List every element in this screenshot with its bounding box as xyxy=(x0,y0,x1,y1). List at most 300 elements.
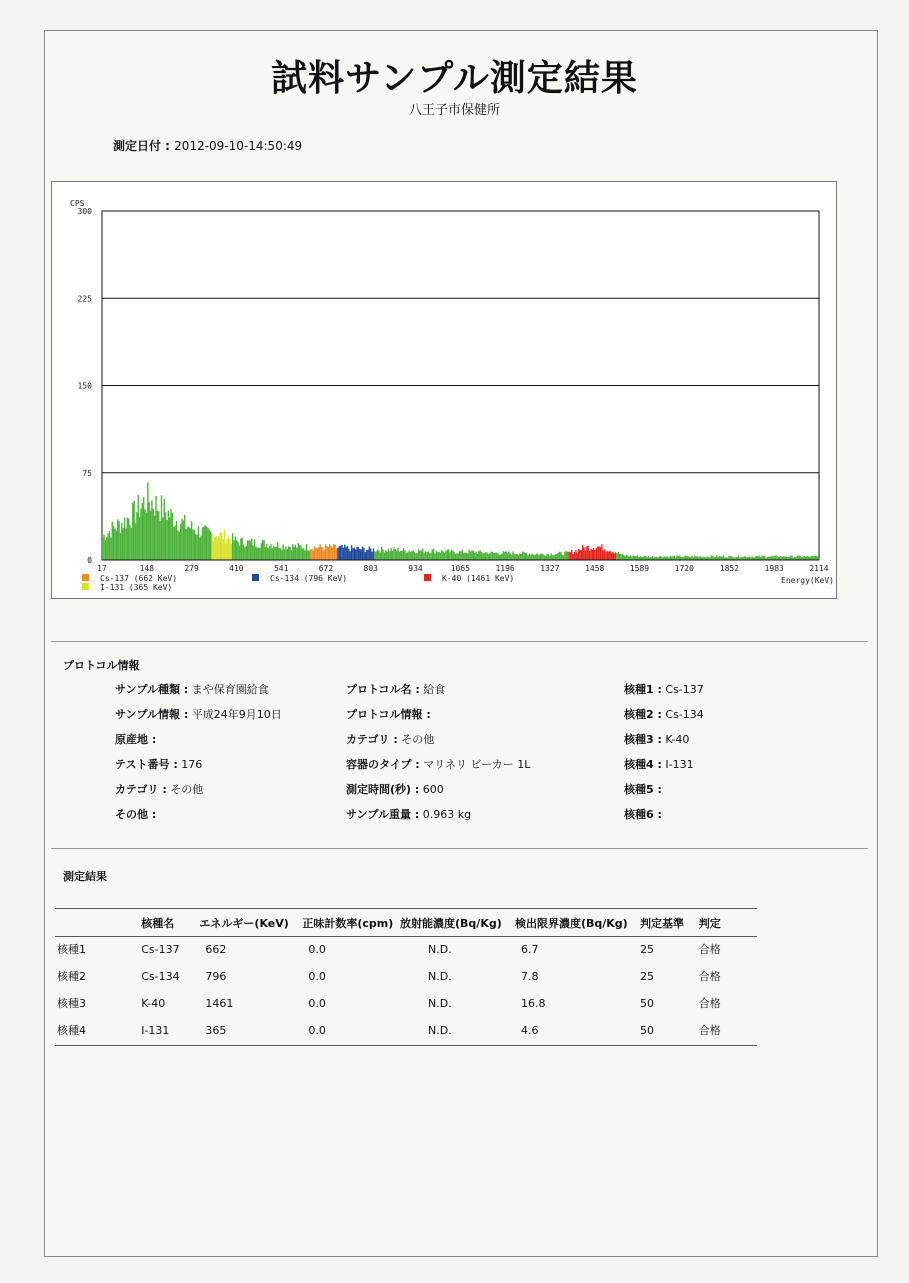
spectrum-bar xyxy=(629,556,630,560)
spectrum-bar xyxy=(637,555,638,560)
spectrum-bar xyxy=(479,550,480,560)
spectrum-bar xyxy=(125,528,126,560)
spectrum-bar xyxy=(414,552,415,560)
table-cell: 核種3 xyxy=(57,997,86,1010)
spectrum-bar xyxy=(790,556,791,560)
spectrum-bar xyxy=(143,497,144,560)
spectrum-bar xyxy=(366,550,367,560)
spectrum-bar xyxy=(609,551,610,560)
spectrum-bar xyxy=(198,526,199,560)
spectrum-bar xyxy=(510,553,511,560)
spectrum-bar xyxy=(147,482,148,560)
spectrum-bar xyxy=(761,556,762,560)
spectrum-bar xyxy=(211,533,212,560)
spectrum-bar xyxy=(220,533,221,560)
spectrum-bar xyxy=(272,548,273,560)
spectrum-bar xyxy=(384,552,385,560)
table-cell: 合格 xyxy=(698,997,721,1010)
protocol-field-value: マリネリ ビーカー 1L xyxy=(423,758,531,771)
x-tick-label: 1458 xyxy=(585,564,605,573)
spectrum-bar xyxy=(388,549,389,560)
spectrum-bar xyxy=(757,556,758,560)
spectrum-bar xyxy=(627,556,628,560)
spectrum-bar xyxy=(179,532,180,560)
spectrum-bar xyxy=(542,554,543,560)
results-column-header: 検出限界濃度(Bq/Kg) xyxy=(513,909,638,937)
spectrum-bar xyxy=(417,553,418,560)
spectrum-bar xyxy=(597,547,598,560)
spectrum-bar xyxy=(780,556,781,560)
spectrum-bar xyxy=(207,528,208,560)
spectrum-bar xyxy=(808,556,809,560)
spectrum-bar xyxy=(228,536,229,560)
spectrum-bar xyxy=(555,554,556,560)
spectrum-bar xyxy=(123,528,124,560)
spectrum-bar xyxy=(600,547,601,560)
results-column-header: 判定 xyxy=(697,909,757,937)
x-tick-label: 672 xyxy=(318,564,334,573)
protocol-field-key: 核種1 : xyxy=(624,683,662,696)
spectrum-bar xyxy=(337,548,338,560)
spectrum-bar xyxy=(408,551,409,560)
spectrum-bar xyxy=(560,552,561,560)
spectrum-bar xyxy=(239,546,240,560)
spectrum-bar xyxy=(307,550,308,560)
protocol-field-key: プロトコル情報 : xyxy=(346,708,431,721)
table-cell: N.D. xyxy=(428,969,452,983)
spectrum-bar xyxy=(411,551,412,560)
spectrum-bar xyxy=(172,513,173,560)
spectrum-bar xyxy=(262,540,263,560)
spectrum-bar xyxy=(702,557,703,560)
spectrum-bar xyxy=(314,546,315,560)
spectrum-bar xyxy=(521,554,522,560)
spectrum-bar xyxy=(188,527,189,560)
spectrum-bar xyxy=(630,555,631,560)
spectrum-bar xyxy=(791,556,792,560)
spectrum-bar xyxy=(593,548,594,560)
table-cell: N.D. xyxy=(428,996,452,1010)
legend-label: I-131 (365 KeV) xyxy=(100,583,173,592)
spectrum-bar xyxy=(505,551,506,560)
spectrum-bar xyxy=(526,553,527,560)
spectrum-bar xyxy=(102,537,103,560)
spectrum-bar xyxy=(816,556,817,560)
spectrum-bar xyxy=(460,551,461,560)
spectrum-bar xyxy=(360,549,361,560)
table-cell: 合格 xyxy=(698,943,721,956)
x-tick-label: 1327 xyxy=(540,564,560,573)
legend-label: K-40 (1461 KeV) xyxy=(442,574,515,583)
table-cell: 0.0 xyxy=(308,969,326,983)
spectrum-bar xyxy=(533,555,534,560)
spectrum-bar xyxy=(367,550,368,560)
spectrum-bar xyxy=(467,554,468,560)
protocol-field xyxy=(624,756,694,772)
spectrum-bar xyxy=(151,500,152,560)
spectrum-bar xyxy=(817,556,818,560)
spectrum-bar xyxy=(128,518,129,560)
spectrum-bar xyxy=(139,517,140,560)
protocol-field xyxy=(624,706,704,722)
spectrum-bar xyxy=(164,499,165,560)
table-cell: 核種4 xyxy=(55,1018,139,1046)
spectrum-bar xyxy=(153,509,154,560)
spectrum-bar xyxy=(604,549,605,560)
spectrum-bar xyxy=(386,552,387,560)
spectrum-bar xyxy=(235,536,236,560)
spectrum-bar xyxy=(514,554,515,560)
protocol-field xyxy=(115,781,203,797)
spectrum-bar xyxy=(326,546,327,560)
spectrum-bar xyxy=(488,554,489,560)
spectrum-bar xyxy=(585,550,586,560)
protocol-field xyxy=(115,681,269,697)
spectrum-bar xyxy=(567,552,568,560)
spectrum-bar xyxy=(804,556,805,560)
y-tick-label: 150 xyxy=(77,381,92,391)
spectrum-bar xyxy=(507,553,508,560)
spectrum-bar xyxy=(396,550,397,560)
spectrum-bar xyxy=(570,552,571,560)
spectrum-bar xyxy=(438,552,439,560)
spectrum-bar xyxy=(589,551,590,560)
spectrum-bar xyxy=(428,551,429,560)
spectrum-bar xyxy=(660,556,661,560)
spectrum-bar xyxy=(181,519,182,560)
spectrum-bar xyxy=(633,556,634,560)
spectrum-bar xyxy=(206,526,207,560)
spectrum-bar xyxy=(315,548,316,560)
spectrum-bar xyxy=(110,538,111,560)
spectrum-bar xyxy=(149,502,150,560)
spectrum-bar xyxy=(696,556,697,560)
x-tick-label: 803 xyxy=(363,564,378,573)
spectrum-bar xyxy=(397,548,398,560)
spectrum-bar xyxy=(154,516,155,560)
x-tick-label: 1720 xyxy=(674,564,694,573)
spectrum-bar xyxy=(187,527,188,560)
spectrum-bar xyxy=(486,552,487,560)
spectrum-bar xyxy=(672,556,673,560)
spectrum-bar xyxy=(433,549,434,560)
spectrum-bar xyxy=(667,556,668,560)
spectrum-bar xyxy=(133,501,134,560)
spectrum-bar xyxy=(462,550,463,560)
spectrum-bar xyxy=(592,550,593,560)
spectrum-bar xyxy=(174,526,175,560)
spectrum-bar xyxy=(564,552,565,560)
protocol-field-value: その他 xyxy=(401,733,435,746)
spectrum-bar xyxy=(354,548,355,560)
spectrum-bar xyxy=(278,548,279,560)
x-tick-label: 148 xyxy=(139,564,155,573)
spectrum-bar xyxy=(382,549,383,560)
table-cell: 50 xyxy=(638,1018,697,1046)
spectrum-bar xyxy=(700,556,701,560)
spectrum-bar xyxy=(217,539,218,560)
spectrum-bar xyxy=(496,553,497,560)
spectrum-bar xyxy=(575,550,576,560)
spectrum-bar xyxy=(566,551,567,560)
spectrum-bar xyxy=(224,530,225,560)
spectrum-bar xyxy=(574,552,575,560)
spectrum-bar xyxy=(455,554,456,560)
spectrum-bar xyxy=(350,551,351,560)
protocol-field-value: Cs-137 xyxy=(665,683,704,696)
spectrum-bar xyxy=(216,537,217,560)
results-heading: 測定結果 xyxy=(63,870,107,883)
spectrum-bar xyxy=(730,556,731,560)
spectrum-bar xyxy=(106,537,107,560)
spectrum-bar xyxy=(463,553,464,560)
protocol-heading: プロトコル情報 xyxy=(63,659,140,672)
spectrum-bar xyxy=(265,547,266,560)
legend-label: Cs-137 (662 KeV) xyxy=(100,574,178,583)
spectrum-bar xyxy=(731,556,732,560)
spectrum-bar xyxy=(169,517,170,560)
table-cell: 365 xyxy=(197,1018,300,1046)
spectrum-bar xyxy=(250,541,251,560)
spectrum-bar xyxy=(536,554,537,560)
spectrum-bar xyxy=(644,556,645,560)
spectrum-bar xyxy=(448,549,449,560)
x-tick-label: 1983 xyxy=(764,564,784,573)
spectrum-bar xyxy=(422,548,423,560)
spectrum-bar xyxy=(664,557,665,560)
spectrum-bar xyxy=(745,556,746,560)
spectrum-bar xyxy=(355,549,356,560)
spectrum-bar xyxy=(339,546,340,560)
protocol-field-value: K-40 xyxy=(665,733,690,746)
spectrum-bar xyxy=(283,544,284,560)
table-cell: 7.8 xyxy=(520,969,539,983)
spectrum-bar xyxy=(214,537,215,560)
spectrum-bar xyxy=(611,553,612,560)
spectrum-bar xyxy=(236,540,237,560)
x-tick-label: 934 xyxy=(408,564,423,573)
legend-swatch xyxy=(82,583,89,590)
spectrum-bar xyxy=(578,549,579,560)
spectrum-bar xyxy=(423,553,424,560)
spectrum-bar xyxy=(332,548,333,560)
spectrum-bar xyxy=(276,547,277,560)
spectrum-bar xyxy=(351,545,352,560)
spectrum-bar xyxy=(385,550,386,560)
spectrum-bar xyxy=(678,556,679,560)
spectrum-bar xyxy=(436,551,437,560)
spectrum-bar xyxy=(474,553,475,560)
spectrum-bar xyxy=(352,548,353,560)
spectrum-bar xyxy=(142,503,143,560)
spectrum-bar xyxy=(620,554,621,560)
spectrum-bar xyxy=(240,538,241,560)
spectrum-bar xyxy=(124,517,125,560)
table-cell: I-131 xyxy=(139,1018,197,1046)
spectrum-bar xyxy=(252,546,253,560)
x-tick-label: 279 xyxy=(184,564,199,573)
spectrum-bar xyxy=(758,556,759,560)
spectrum-bar xyxy=(410,552,411,560)
spectrum-bar xyxy=(267,548,268,560)
spectrum-bar xyxy=(159,521,160,560)
x-tick-label: 1196 xyxy=(495,564,515,573)
protocol-field-key: 核種6 : xyxy=(624,808,662,821)
spectrum-bar xyxy=(504,552,505,560)
spectrum-bar xyxy=(196,535,197,560)
spectrum-bar xyxy=(523,552,524,560)
spectrum-bar xyxy=(586,546,587,560)
spectrum-bar xyxy=(518,555,519,560)
spectrum-bar xyxy=(183,521,184,560)
protocol-field-value: Cs-134 xyxy=(665,708,704,721)
table-cell: 25 xyxy=(640,969,655,983)
spectrum-bar xyxy=(541,554,542,560)
spectrum-bar xyxy=(500,555,501,560)
spectrum-bar xyxy=(150,511,151,560)
results-column-header: 判定基準 xyxy=(638,909,697,937)
spectrum-bar xyxy=(132,503,133,560)
table-cell: 0.0 xyxy=(308,942,326,956)
protocol-field-key: テスト番号 : xyxy=(115,758,178,771)
spectrum-bar xyxy=(676,556,677,560)
spectrum-bar xyxy=(284,549,285,560)
spectrum-bar xyxy=(131,528,132,560)
spectrum-bar xyxy=(769,556,770,560)
x-axis-label: Energy(KeV) xyxy=(781,576,834,585)
spectrum-bar xyxy=(321,547,322,560)
spectrum-bar xyxy=(525,553,526,560)
spectrum-bar xyxy=(579,550,580,560)
spectrum-bar xyxy=(652,556,653,560)
spectrum-bar xyxy=(292,544,293,560)
spectrum-bar xyxy=(299,545,300,560)
spectrum-bar xyxy=(281,550,282,560)
spectrum-bar xyxy=(451,550,452,560)
spectrum-bar xyxy=(515,554,516,560)
spectrum-chart xyxy=(51,181,837,599)
spectrum-bar xyxy=(113,526,114,560)
legend-swatch xyxy=(82,574,89,581)
spectrum-bar xyxy=(144,510,145,560)
spectrum-bar xyxy=(180,524,181,560)
table-cell: 50 xyxy=(640,996,655,1010)
spectrum-bar xyxy=(184,515,185,560)
report-title: 試料サンプル測定結果 xyxy=(271,58,638,99)
spectrum-bar xyxy=(511,555,512,560)
spectrum-bar xyxy=(800,556,801,560)
spectrum-bar xyxy=(177,530,178,560)
spectrum-bar xyxy=(470,551,471,560)
table-cell: 0.0 xyxy=(300,1018,398,1046)
spectrum-bar xyxy=(158,512,159,560)
protocol-field-value: 600 xyxy=(422,783,444,796)
spectrum-bar xyxy=(195,534,196,560)
spectrum-bar xyxy=(477,554,478,560)
spectrum-bar xyxy=(797,556,798,560)
spectrum-bar xyxy=(430,553,431,560)
spectrum-bar xyxy=(743,556,744,560)
spectrum-bar xyxy=(432,549,433,560)
spectrum-bar xyxy=(614,553,615,560)
spectrum-bar xyxy=(622,554,623,560)
spectrum-bar xyxy=(311,549,312,560)
table-cell: 25 xyxy=(640,942,655,956)
spectrum-bar xyxy=(324,550,325,560)
spectrum-bar xyxy=(425,551,426,560)
results-column-header xyxy=(55,909,139,937)
protocol-field-key: 核種2 : xyxy=(624,708,662,721)
spectrum-bar xyxy=(552,555,553,560)
spectrum-bar xyxy=(120,533,121,560)
table-cell: 662 xyxy=(205,942,227,956)
spectrum-bar xyxy=(303,548,304,560)
spectrum-bar xyxy=(556,554,557,560)
protocol-field xyxy=(624,806,662,822)
spectrum-bar xyxy=(358,547,359,560)
spectrum-bar xyxy=(415,553,416,560)
spectrum-bar xyxy=(806,556,807,560)
spectrum-bar xyxy=(815,556,816,560)
protocol-field xyxy=(346,706,431,722)
spectrum-bar xyxy=(269,546,270,560)
spectrum-bar xyxy=(233,541,234,560)
spectrum-bar xyxy=(116,530,117,560)
legend-swatch xyxy=(424,574,431,581)
spectrum-bar xyxy=(107,533,108,560)
spectrum-bar xyxy=(399,552,400,560)
spectrum-bar xyxy=(237,542,238,560)
spectrum-bar xyxy=(313,551,314,560)
spectrum-bar xyxy=(519,554,520,560)
spectrum-bar xyxy=(466,553,467,560)
spectrum-bar xyxy=(370,549,371,560)
spectrum-bar xyxy=(322,548,323,560)
spectrum-bar xyxy=(478,551,479,560)
spectrum-bar xyxy=(274,547,275,560)
spectrum-bar xyxy=(395,549,396,560)
spectrum-bar xyxy=(716,556,717,560)
y-axis-label: CPS xyxy=(70,199,85,208)
spectrum-bar xyxy=(378,551,379,560)
spectrum-bar xyxy=(534,555,535,560)
spectrum-bar xyxy=(444,553,445,560)
spectrum-bar xyxy=(407,552,408,560)
spectrum-bar xyxy=(205,525,206,560)
spectrum-bar xyxy=(619,554,620,560)
spectrum-bar xyxy=(634,556,635,560)
spectrum-bar xyxy=(247,540,248,560)
spectrum-bar xyxy=(810,556,811,560)
spectrum-bar xyxy=(287,549,288,560)
spectrum-bar xyxy=(200,535,201,560)
protocol-field xyxy=(346,756,530,772)
spectrum-bar xyxy=(615,552,616,560)
spectrum-bar xyxy=(607,551,608,560)
spectrum-bar xyxy=(531,554,532,560)
spectrum-bar xyxy=(168,511,169,560)
protocol-field-key: プロトコル名 : xyxy=(346,683,420,696)
legend-swatch xyxy=(252,574,259,581)
x-tick-label: 1589 xyxy=(629,564,650,573)
protocol-field-key: 原産地 : xyxy=(115,733,157,746)
spectrum-bar xyxy=(340,546,341,560)
report-subtitle: 八王子市保健所 xyxy=(408,103,500,118)
spectrum-bar xyxy=(255,546,256,560)
spectrum-bar xyxy=(365,552,366,560)
spectrum-bar xyxy=(336,548,337,560)
spectrum-bar xyxy=(686,556,687,560)
